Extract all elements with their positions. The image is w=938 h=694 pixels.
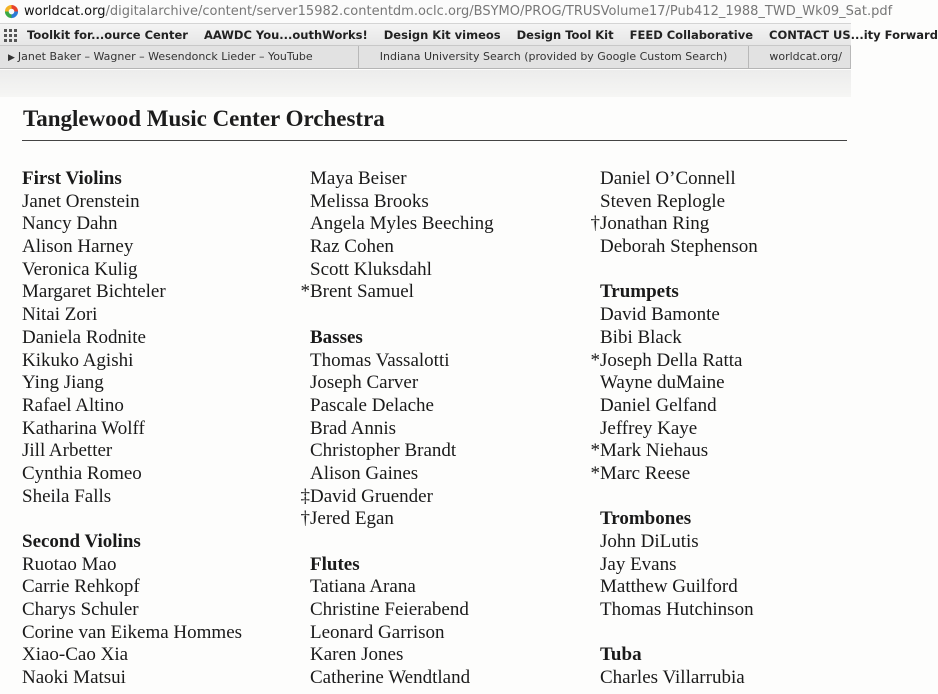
play-icon: ▶ — [8, 53, 15, 63]
musician-name-text: Christopher Brandt — [310, 440, 457, 462]
musician-name-text: David Gruender — [310, 485, 433, 507]
musician-name — [590, 327, 758, 350]
spacer — [300, 304, 494, 327]
section-heading-text: Trombones — [600, 508, 692, 530]
musician-name-text: Jonathan Ring — [600, 213, 710, 235]
musician-name — [590, 350, 758, 373]
title-rule — [22, 140, 847, 141]
spacer — [22, 508, 242, 531]
footnote-mark: * — [590, 440, 600, 462]
musician-name-text: Daniel Gelfand — [600, 394, 717, 416]
musician-name — [300, 350, 494, 373]
musician-name-text: Melissa Brooks — [310, 190, 429, 212]
musician-name-text: Daniel O’Connell — [600, 168, 736, 189]
tab-youtube[interactable] — [0, 46, 359, 68]
footnote-mark: † — [300, 508, 310, 530]
musician-name-text: John DiLutis — [600, 531, 699, 552]
pdf-document[interactable] — [0, 70, 851, 694]
musician-name — [300, 213, 494, 236]
section-heading-text: Second Violins — [22, 531, 141, 552]
tab-worldcat[interactable] — [749, 46, 851, 68]
footnote-mark: † — [590, 213, 600, 235]
musician-name-text: Alison Harney — [22, 236, 134, 258]
musician-name-text: Joseph Carver — [310, 372, 419, 394]
url-host: worldcat.org — [24, 4, 106, 19]
musician-name-text: David Bamonte — [600, 304, 720, 326]
musician-name-text: Janet Orenstein — [22, 190, 140, 212]
musician-name — [300, 599, 494, 622]
musician-name — [590, 554, 758, 577]
musician-name-text: Tatiana Arana — [310, 576, 416, 598]
page-title: Tanglewood Music Center Orchestra — [23, 106, 385, 131]
musician-name — [590, 372, 758, 395]
musician-name-text: Marc Reese — [600, 462, 691, 484]
musician-name-text: Nancy Dahn — [22, 213, 118, 235]
musician-name-text: Pascale Delache — [310, 394, 434, 416]
musician-name-text: Jay Evans — [600, 553, 677, 575]
address-bar[interactable] — [0, 0, 893, 24]
musician-name-text: Cynthia Romeo — [22, 462, 142, 484]
footnote-mark: * — [590, 462, 600, 484]
musician-name — [590, 667, 758, 690]
musician-name — [22, 622, 242, 645]
tab-label: worldcat.org/ — [769, 50, 842, 63]
musician-name — [300, 508, 494, 531]
roster-column-3 — [590, 168, 758, 690]
musician-name — [22, 418, 242, 441]
musician-name — [22, 350, 242, 373]
musician-name-text: Catherine Wendtland — [310, 667, 471, 689]
musician-name — [22, 644, 242, 667]
musician-name-text: Karen Jones — [310, 644, 404, 666]
musician-name-text: Ruotao Mao — [22, 553, 117, 575]
musician-name — [300, 644, 494, 667]
musician-name — [300, 191, 494, 214]
musician-name-text: Corine van Eikema Hommes — [22, 621, 243, 643]
musician-name — [590, 531, 758, 554]
section-heading — [590, 644, 758, 667]
musician-name — [590, 395, 758, 418]
worldcat-icon — [4, 4, 19, 20]
section-heading — [590, 508, 758, 531]
musician-name — [300, 236, 494, 259]
musician-name-text: Thomas Vassalotti — [310, 349, 450, 371]
musician-name-text: Raz Cohen — [310, 236, 394, 258]
section-heading — [22, 531, 242, 554]
musician-name — [22, 327, 242, 350]
musician-name-text: Sheila Falls — [22, 485, 112, 507]
musician-name — [590, 191, 758, 214]
musician-name — [590, 418, 758, 441]
musician-name — [590, 213, 758, 236]
musician-name — [22, 463, 242, 486]
musician-name — [300, 372, 494, 395]
section-heading-text: Basses — [310, 326, 363, 348]
section-heading — [300, 327, 494, 350]
musician-name — [22, 191, 242, 214]
roster-column-1 — [22, 168, 242, 690]
musician-name — [590, 440, 758, 463]
bookmark-item[interactable]: Design Tool Kit — [516, 27, 614, 42]
spacer — [300, 531, 494, 554]
footnote-mark: * — [590, 349, 600, 371]
url-path: /digitalarchive/content/server15982.contentdm.oclc.org/BSYMO/PROG/TRUSVolume17/Pub412_1988_TWD_Wk09_Sat.pdf — [105, 4, 893, 19]
section-heading-text: Trumpets — [600, 281, 679, 303]
musician-name — [300, 622, 494, 645]
page-gap — [0, 70, 851, 97]
musician-name — [22, 554, 242, 577]
musician-name-text: Brent Samuel — [310, 281, 414, 303]
musician-name — [22, 372, 242, 395]
musician-name-text: Alison Gaines — [310, 462, 419, 484]
musician-name-text: Rafael Altino — [22, 394, 124, 416]
url-text — [24, 4, 892, 19]
musician-name-text: Naoki Matsui — [22, 667, 126, 689]
musician-name — [300, 168, 494, 191]
musician-name — [300, 576, 494, 599]
musician-name — [590, 599, 758, 622]
musician-name — [22, 395, 242, 418]
bookmarks-bar — [0, 24, 938, 46]
section-heading-text: Tuba — [600, 644, 642, 666]
footnote-mark: * — [300, 281, 310, 303]
musician-name — [22, 213, 242, 236]
tab-label: Indiana University Search (provided by Google Custom Search) — [379, 50, 728, 63]
musician-name — [300, 395, 494, 418]
musician-name — [590, 463, 758, 486]
musician-name — [22, 576, 242, 599]
musician-name — [590, 236, 758, 259]
musician-name — [22, 236, 242, 259]
musician-name-text: Steven Replogle — [600, 190, 726, 212]
spacer — [590, 622, 758, 645]
musician-name-text: Jeffrey Kaye — [600, 417, 698, 439]
tab-iu-search[interactable] — [359, 46, 750, 68]
musician-name — [22, 667, 242, 690]
roster-column-2 — [300, 168, 494, 690]
musician-name-text: Charys Schuler — [22, 599, 139, 621]
musician-name — [590, 168, 758, 191]
musician-name-text: Jered Egan — [310, 508, 394, 530]
musician-name — [22, 599, 242, 622]
musician-name-text: Christine Feierabend — [310, 599, 469, 621]
footnote-mark: ‡ — [300, 485, 310, 507]
section-heading — [590, 281, 758, 304]
musician-name-text: Deborah Stephenson — [600, 236, 758, 258]
musician-name-text: Mark Niehaus — [600, 440, 709, 462]
musician-name — [300, 281, 494, 304]
musician-name — [22, 304, 242, 327]
musician-name — [22, 259, 242, 282]
spacer — [590, 486, 758, 509]
musician-name — [300, 440, 494, 463]
musician-name — [590, 576, 758, 599]
musician-name-text: Angela Myles Beeching — [310, 213, 494, 235]
section-heading — [22, 168, 242, 191]
section-heading-text: Flutes — [310, 553, 360, 575]
musician-name — [22, 486, 242, 509]
musician-name-text: Carrie Rehkopf — [22, 576, 140, 598]
musician-name — [22, 281, 242, 304]
apps-grid-icon[interactable] — [4, 29, 17, 41]
musician-name-text: Jill Arbetter — [22, 440, 113, 462]
musician-name-text: Wayne duMaine — [600, 372, 725, 394]
musician-name-text: Matthew Guilford — [600, 576, 738, 598]
bookmark-item[interactable]: Design Kit vimeos — [383, 27, 501, 42]
musician-name-text: Thomas Hutchinson — [600, 599, 754, 621]
musician-name — [300, 463, 494, 486]
tab-strip — [0, 46, 851, 69]
musician-name — [300, 486, 494, 509]
musician-name-text: Ying Jiang — [22, 372, 104, 394]
bookmark-item[interactable]: Toolkit for...ource Center — [27, 27, 188, 42]
spacer — [590, 259, 758, 282]
musician-name-text: Veronica Kulig — [22, 258, 138, 280]
musician-name — [300, 667, 494, 690]
musician-name-text: Daniela Rodnite — [22, 326, 146, 348]
musician-name — [590, 304, 758, 327]
tab-label: Janet Baker – Wagner – Wesendonck Lieder – YouTube — [17, 50, 313, 63]
musician-name-text: Katharina Wolff — [22, 417, 145, 439]
musician-name-text: Nitai Zori — [22, 304, 98, 326]
musician-name — [22, 440, 242, 463]
bookmark-item[interactable]: FEED Collaborative — [629, 27, 754, 42]
musician-name-text: Maya Beiser — [310, 168, 407, 189]
musician-name-text: Leonard Garrison — [310, 621, 445, 643]
bookmark-item[interactable]: CONTACT US...ity Forward — [769, 27, 938, 42]
musician-name-text: Xiao-Cao Xia — [22, 644, 129, 666]
musician-name-text: Charles Villarrubia — [600, 667, 745, 689]
musician-name-text: Scott Kluksdahl — [310, 258, 432, 280]
section-heading-text: First Violins — [22, 168, 122, 189]
musician-name-text: Margaret Bichteler — [22, 281, 166, 303]
musician-name — [300, 418, 494, 441]
musician-name — [300, 259, 494, 282]
musician-name-text: Kikuko Agishi — [22, 349, 134, 371]
section-heading — [300, 554, 494, 577]
musician-name-text: Joseph Della Ratta — [600, 349, 743, 371]
musician-name-text: Bibi Black — [600, 326, 682, 348]
bookmark-item[interactable]: AAWDC You...outhWorks! — [203, 27, 368, 42]
musician-name-text: Brad Annis — [310, 417, 397, 439]
